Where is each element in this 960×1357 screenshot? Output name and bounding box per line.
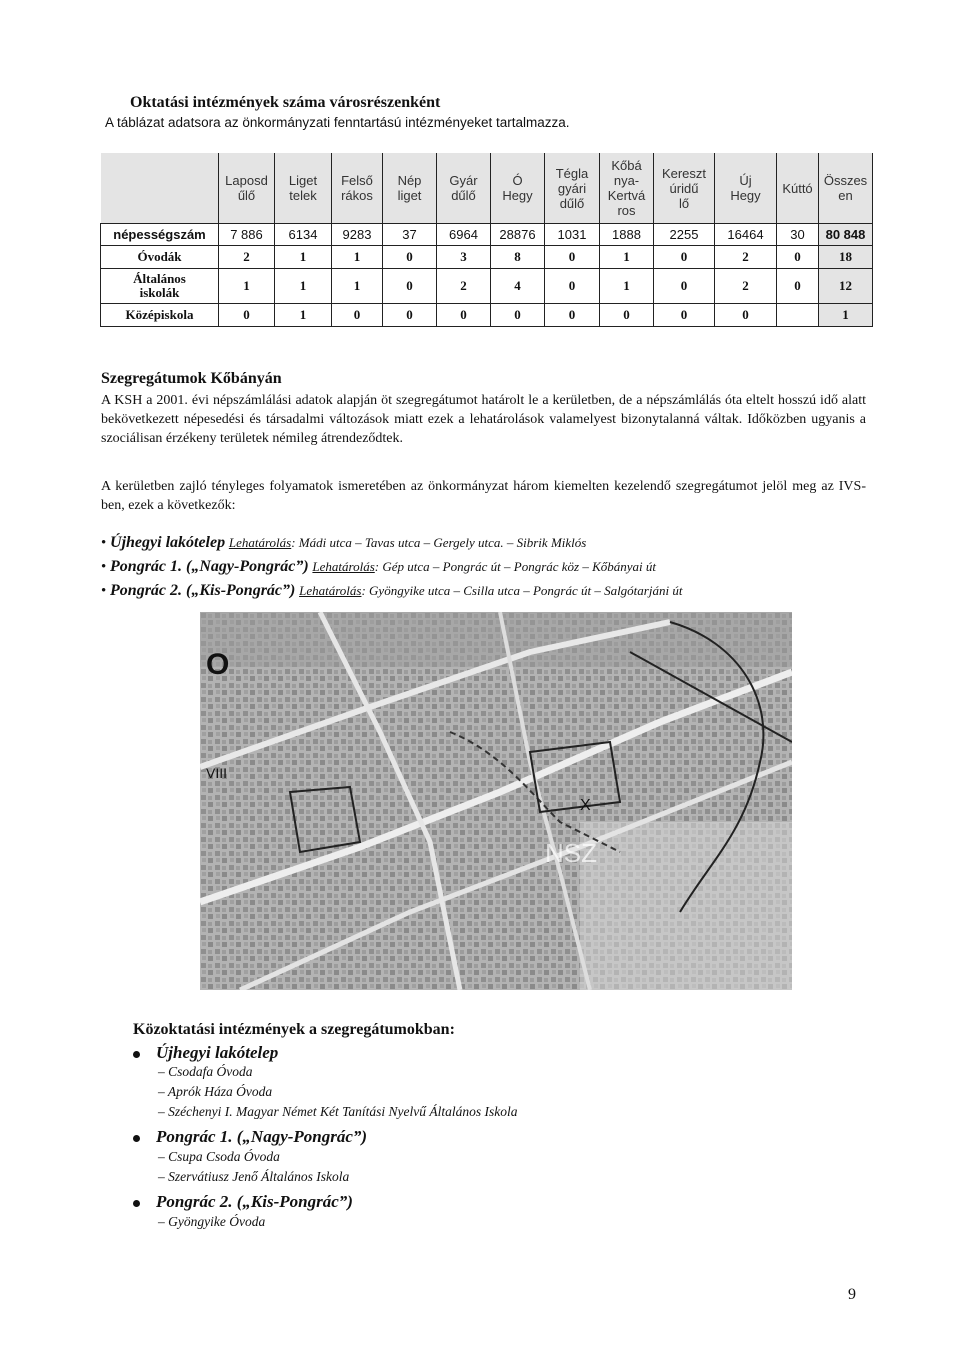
- table-cell: 8: [491, 246, 545, 269]
- map-drawing: [200, 612, 792, 990]
- table-row: [101, 246, 873, 269]
- table-cell: 1: [275, 304, 332, 327]
- school-item: – Szervátiusz Jenő Általános Iskola: [158, 1169, 350, 1184]
- col-header: Ó Hegy: [491, 153, 545, 224]
- table-cell: 9283: [332, 224, 383, 246]
- table-cell: 0: [545, 304, 600, 327]
- table-cell: 0: [600, 304, 654, 327]
- area-name: Pongrác 2. („Kis-Pongrác”): [110, 582, 296, 599]
- schools-list: [133, 1043, 833, 1234]
- group-heading: Pongrác 1. („Nagy-Pongrác”): [133, 1127, 833, 1149]
- page-number: 9: [848, 1286, 856, 1303]
- segregation-list: [101, 534, 866, 606]
- col-header: Tégla gyári dűlő: [545, 153, 600, 224]
- segregation-paragraph-1: A KSH a 2001. évi népszámlálási adatok alapján öt szegregátumot határolt le a kerületben, de a népszámlálás óta eltelt hosszú idő alatt bekövetkezett népesedési és társadalmi változások miatt ezek a lehatárolások valamelyest bizonytalanná váltak. Időközben ugyanis a szociálisan érzékeny területek némileg átrendeződtek.: [101, 393, 866, 446]
- table-cell: 1: [332, 269, 383, 304]
- table-cell: 0: [491, 304, 545, 327]
- table-cell: 6964: [437, 224, 491, 246]
- table-cell: [777, 304, 819, 327]
- col-header: Új Hegy: [715, 153, 777, 224]
- table-cell: 2: [715, 269, 777, 304]
- table-cell: 0: [777, 246, 819, 269]
- table-cell: 1888: [600, 224, 654, 246]
- table-corner: [101, 153, 219, 224]
- page-subheading: A táblázat adatsora az önkormányzati fenntartású intézményeket tartalmazza.: [105, 115, 570, 130]
- table-cell-total: 18: [819, 246, 873, 269]
- bullet-icon: [133, 1200, 140, 1207]
- col-header: Nép liget: [383, 153, 437, 224]
- list-item: • Pongrác 1. („Nagy-Pongrác”) Lehatárolás: Gép utca – Pongrác út – Pongrác köz – Kőbányai út: [101, 558, 657, 575]
- table-cell: 0: [437, 304, 491, 327]
- map-label-viii: VIII: [206, 765, 228, 781]
- segregation-paragraph-2: A kerületben zajló tényleges folyamatok ismeretében az önkormányzat három kiemelten kezelendő szegregátumot jelöl meg az IVS-ben, ezek a következők:: [101, 479, 866, 513]
- table-cell: 30: [777, 224, 819, 246]
- area-name: Pongrác 1. („Nagy-Pongrác”): [110, 558, 309, 575]
- schools-title: Közoktatási intézmények a szegregátumokban:: [133, 1021, 455, 1038]
- table-cell: 2255: [654, 224, 715, 246]
- bullet-icon: [133, 1135, 140, 1142]
- table-cell-total: 80 848: [819, 224, 873, 246]
- table-cell: 1: [600, 246, 654, 269]
- row-label: népességszám: [101, 224, 219, 246]
- table-cell: 4: [491, 269, 545, 304]
- table-cell: 0: [777, 269, 819, 304]
- school-item: – Csupa Csoda Óvoda: [158, 1149, 280, 1164]
- table-header-row: [101, 153, 873, 224]
- table-cell: 0: [332, 304, 383, 327]
- table-cell: 0: [383, 269, 437, 304]
- table-cell: 0: [545, 246, 600, 269]
- row-label: Középiskola: [101, 304, 219, 327]
- list-item: • Újhegyi lakótelep Lehatárolás: Mádi utca – Tavas utca – Gergely utca. – Sibrik Miklós: [101, 534, 587, 551]
- col-header: Gyár dűlő: [437, 153, 491, 224]
- group-heading: Újhegyi lakótelep: [133, 1043, 833, 1064]
- school-item: – Csodafa Óvoda: [158, 1064, 253, 1079]
- table-cell: 16464: [715, 224, 777, 246]
- table-cell: 1: [275, 246, 332, 269]
- table-row: [101, 269, 873, 304]
- table-cell-total: 12: [819, 269, 873, 304]
- table-cell: 6134: [275, 224, 332, 246]
- map-label-x: X: [580, 797, 591, 814]
- area-boundary: Lehatárolás: Gyöngyike utca – Csilla utca – Pongrác út – Salgótarjáni út: [299, 583, 683, 598]
- table-cell: 0: [654, 304, 715, 327]
- area-boundary: Lehatárolás: Gép utca – Pongrác út – Pongrác köz – Kőbányai út: [312, 559, 657, 574]
- row-label: Óvodák: [101, 246, 219, 269]
- list-item: • Pongrác 2. („Kis-Pongrác”) Lehatárolás: Gyöngyike utca – Csilla utca – Pongrác út – Salgótarjáni út: [101, 582, 683, 599]
- segregation-title: Szegregátumok Kőbányán: [101, 370, 282, 387]
- table-cell: 0: [545, 269, 600, 304]
- table-cell: 1: [275, 269, 332, 304]
- row-label: Általános iskolák: [101, 269, 219, 304]
- table-cell: 0: [383, 304, 437, 327]
- table-cell: 28876: [491, 224, 545, 246]
- table-cell: 1031: [545, 224, 600, 246]
- table-row: [101, 224, 873, 246]
- table-cell: 2: [219, 246, 275, 269]
- school-item: – Széchenyi I. Magyar Német Két Tanítási Nyelvű Általános Iskola: [158, 1104, 518, 1119]
- table-cell: 0: [654, 246, 715, 269]
- col-header: Kőbá nya- Kertvá ros: [600, 153, 654, 224]
- institutions-table: [100, 153, 873, 327]
- table-cell: 2: [715, 246, 777, 269]
- district-map: [200, 612, 792, 990]
- table-cell: 7 886: [219, 224, 275, 246]
- col-header: Laposd űlő: [219, 153, 275, 224]
- table-cell: 0: [383, 246, 437, 269]
- table-cell: 1: [332, 246, 383, 269]
- table-cell: 1: [600, 269, 654, 304]
- table-cell-total: 1: [819, 304, 873, 327]
- table-cell: 2: [437, 269, 491, 304]
- table-row: [101, 304, 873, 327]
- area-name: Újhegyi lakótelep: [110, 534, 226, 551]
- group-heading: Pongrác 2. („Kis-Pongrác”): [133, 1192, 833, 1214]
- col-header: Felső rákos: [332, 153, 383, 224]
- table-cell: 1: [219, 269, 275, 304]
- table-cell: 0: [715, 304, 777, 327]
- table-cell: 0: [219, 304, 275, 327]
- bullet-icon: [133, 1051, 140, 1058]
- page-heading: Oktatási intézmények száma városrészenként: [130, 94, 441, 111]
- table-cell: 0: [654, 269, 715, 304]
- col-header: Liget telek: [275, 153, 332, 224]
- col-header: Összes en: [819, 153, 873, 224]
- col-header: Kereszt úridű lő: [654, 153, 715, 224]
- map-label-o: O: [206, 648, 230, 681]
- school-item: – Aprók Háza Óvoda: [158, 1084, 273, 1099]
- map-label-nsz: NSZ: [545, 838, 597, 868]
- table-cell: 3: [437, 246, 491, 269]
- col-header: Kúttó: [777, 153, 819, 224]
- table-cell: 37: [383, 224, 437, 246]
- area-boundary: Lehatárolás: Mádi utca – Tavas utca – Gergely utca. – Sibrik Miklós: [228, 535, 587, 550]
- school-item: – Gyöngyike Óvoda: [158, 1214, 266, 1229]
